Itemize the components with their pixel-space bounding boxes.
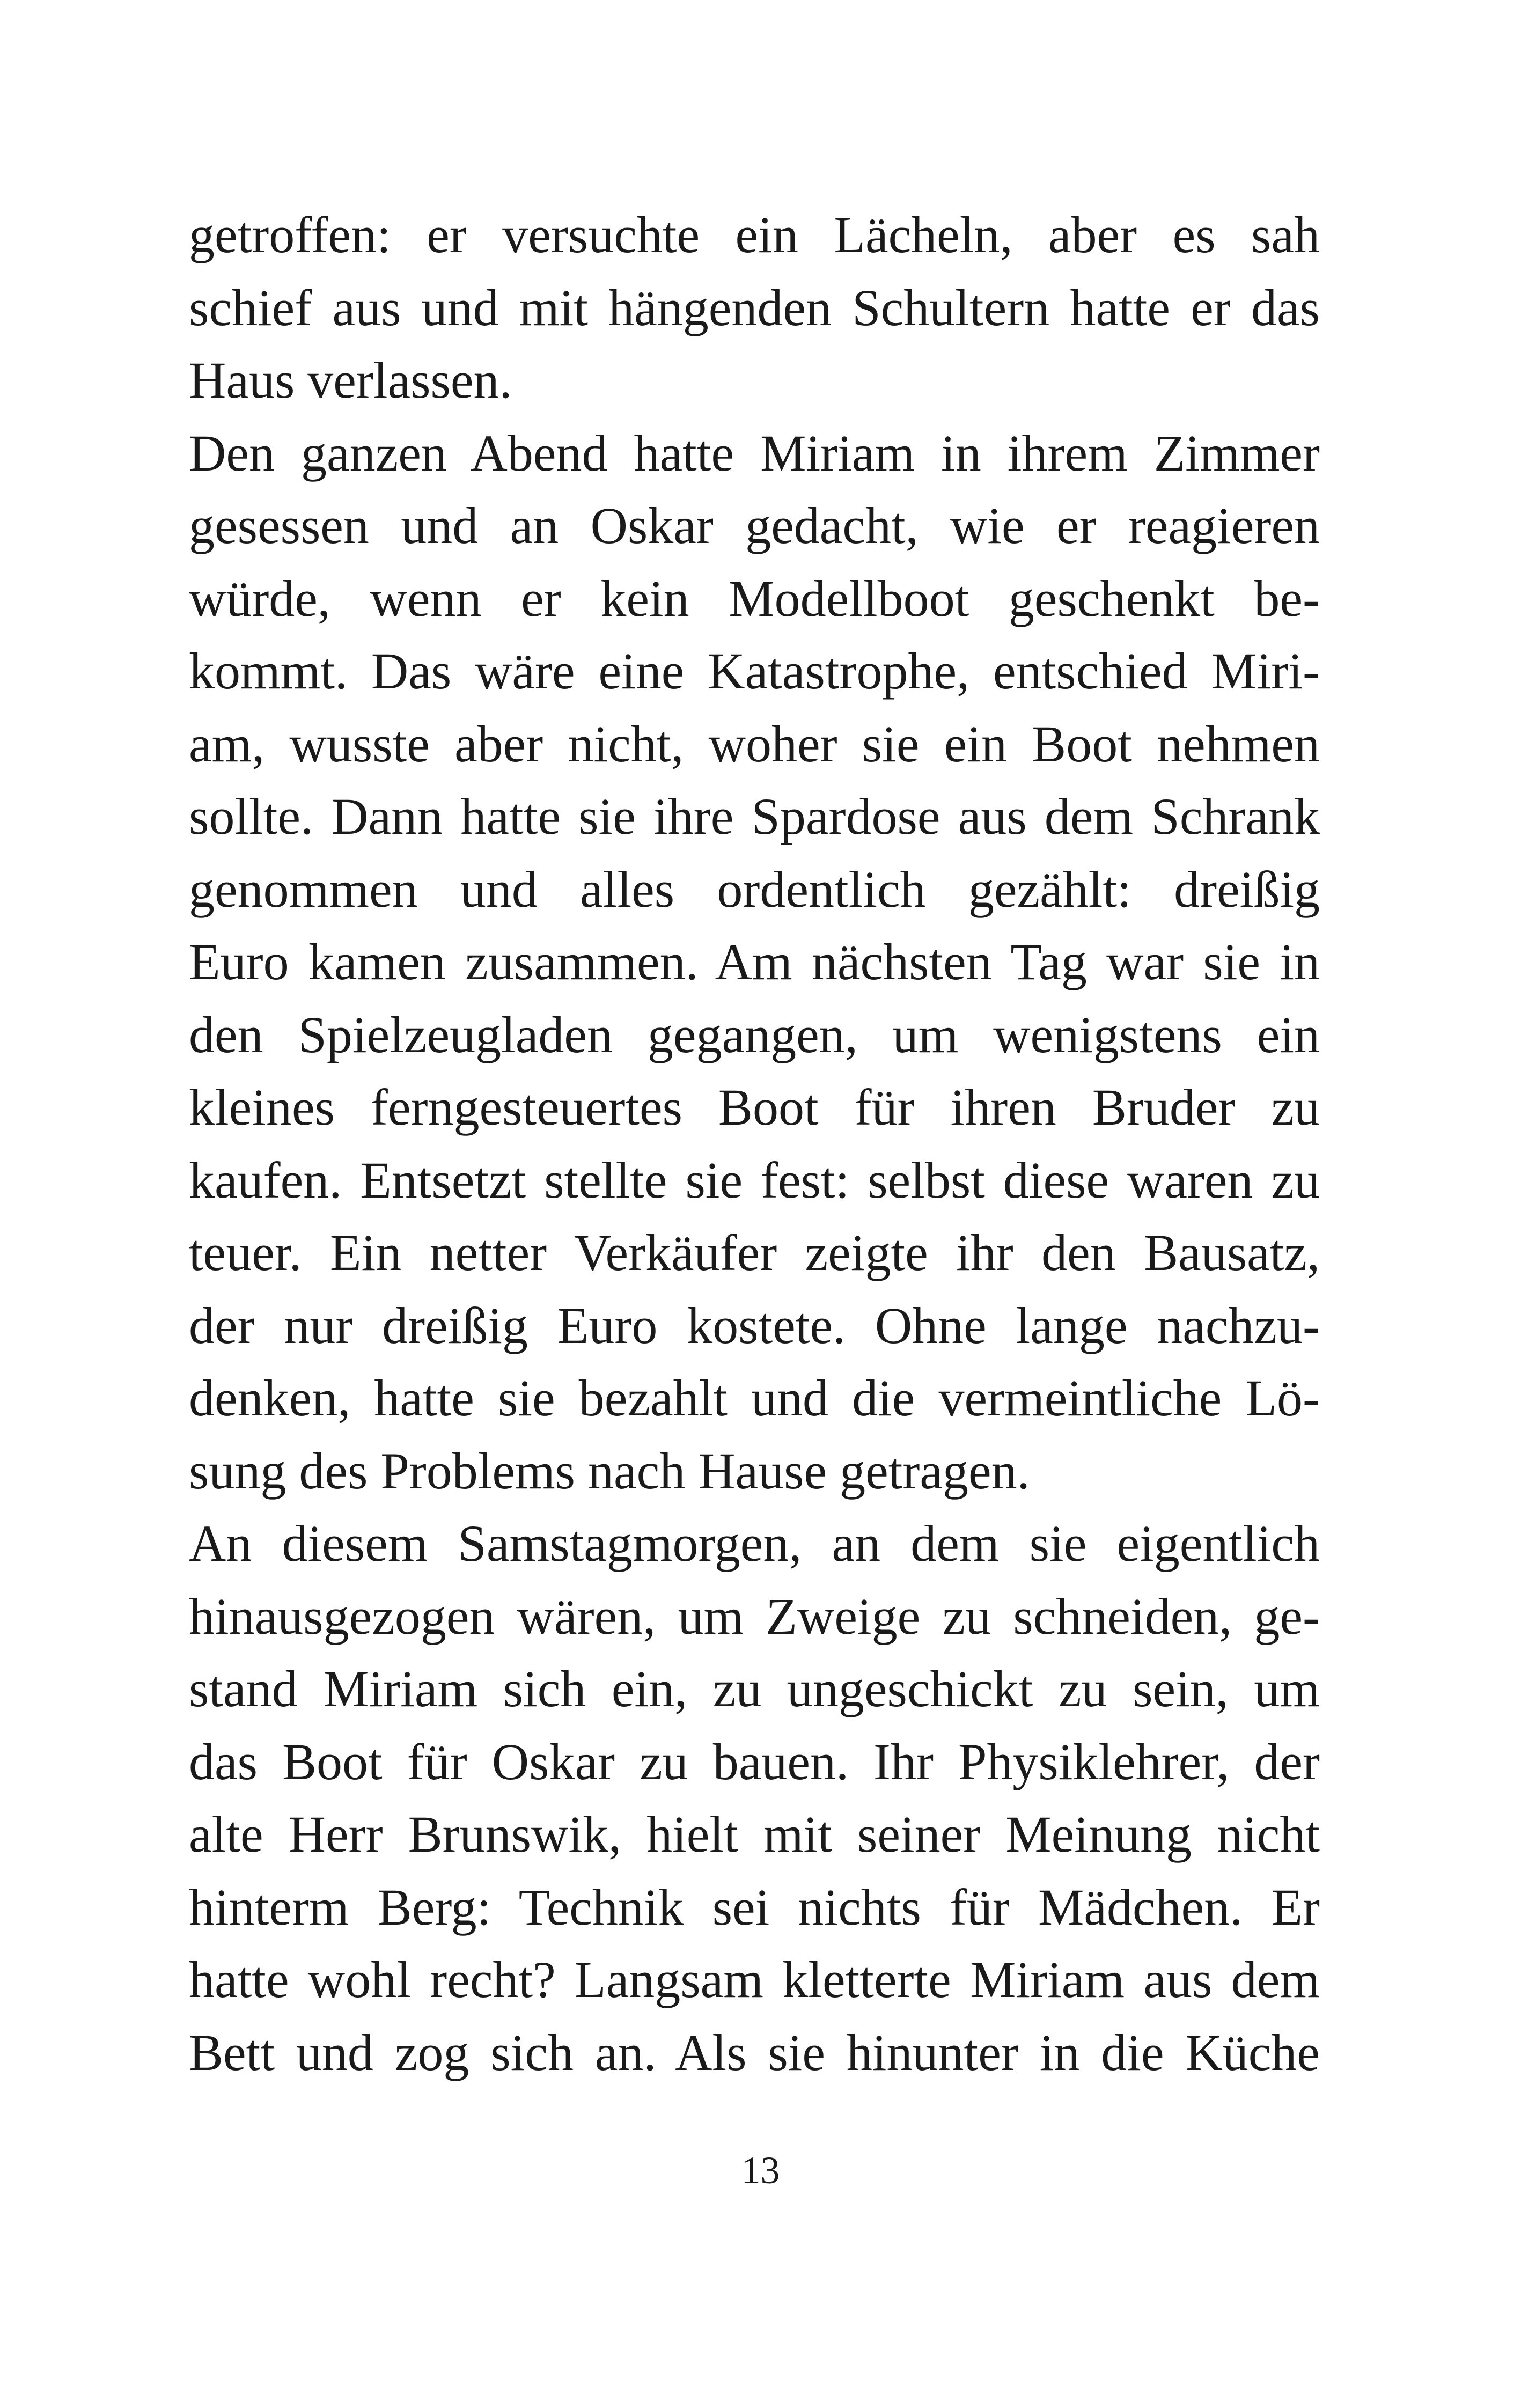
text-line: das Boot für Oskar zu bauen. Ihr Physiklehrer, der bbox=[189, 1732, 1320, 1790]
text-line: hatte wohl recht? Langsam kletterte Miriam aus dem bbox=[189, 1951, 1320, 2008]
text-line: hinterm Berg: Technik sei nichts für Mädchen. Er bbox=[189, 1878, 1320, 1936]
text-line: würde, wenn er kein Modellboot geschenkt be- bbox=[189, 569, 1320, 627]
text-line: teuer. Ein netter Verkäufer zeigte ihr den Bausatz, bbox=[189, 1224, 1320, 1281]
text-line: hinausgezogen wären, um Zweige zu schneiden, ge- bbox=[189, 1587, 1320, 1645]
text-line: den Spielzeugladen gegangen, um wenigstens ein bbox=[189, 1005, 1320, 1063]
body-text bbox=[189, 199, 1320, 2089]
text-line: am, wusste aber nicht, woher sie ein Boot nehmen bbox=[189, 715, 1320, 773]
text-line: der nur dreißig Euro kostete. Ohne lange nachzu- bbox=[189, 1296, 1320, 1354]
text-line: sung des Problems nach Hause getragen. bbox=[189, 1442, 1030, 1500]
text-line: Haus verlassen. bbox=[189, 351, 512, 409]
text-line: An diesem Samstagmorgen, an dem sie eigentlich bbox=[189, 1515, 1320, 1572]
text-line: denken, hatte sie bezahlt und die vermeintliche Lö- bbox=[189, 1369, 1320, 1427]
text-line: Den ganzen Abend hatte Miriam in ihrem Zimmer bbox=[189, 424, 1320, 482]
text-line: Euro kamen zusammen. Am nächsten Tag war sie in bbox=[189, 933, 1320, 990]
text-line: genommen und alles ordentlich gezählt: dreißig bbox=[189, 860, 1320, 918]
text-line: kaufen. Entsetzt stellte sie fest: selbst diese waren zu bbox=[189, 1151, 1320, 1209]
page-number: 13 bbox=[741, 2149, 780, 2192]
text-line: sollte. Dann hatte sie ihre Spardose aus dem Schrank bbox=[189, 788, 1320, 845]
text-line: kommt. Das wäre eine Katastrophe, entschied Miri- bbox=[189, 642, 1320, 700]
text-line: schief aus und mit hängenden Schultern hatte er das bbox=[189, 278, 1320, 336]
text-line: alte Herr Brunswik, hielt mit seiner Meinung nicht bbox=[189, 1805, 1320, 1863]
text-line: gesessen und an Oskar gedacht, wie er reagieren bbox=[189, 497, 1320, 554]
text-line: Bett und zog sich an. Als sie hinunter in die Küche bbox=[189, 2023, 1320, 2081]
text-line: kleines ferngesteuertes Boot für ihren Bruder zu bbox=[189, 1078, 1320, 1136]
text-line: stand Miriam sich ein, zu ungeschickt zu sein, um bbox=[189, 1660, 1320, 1717]
text-line: getroffen: er versuchte ein Lächeln, aber es sah bbox=[189, 206, 1320, 263]
